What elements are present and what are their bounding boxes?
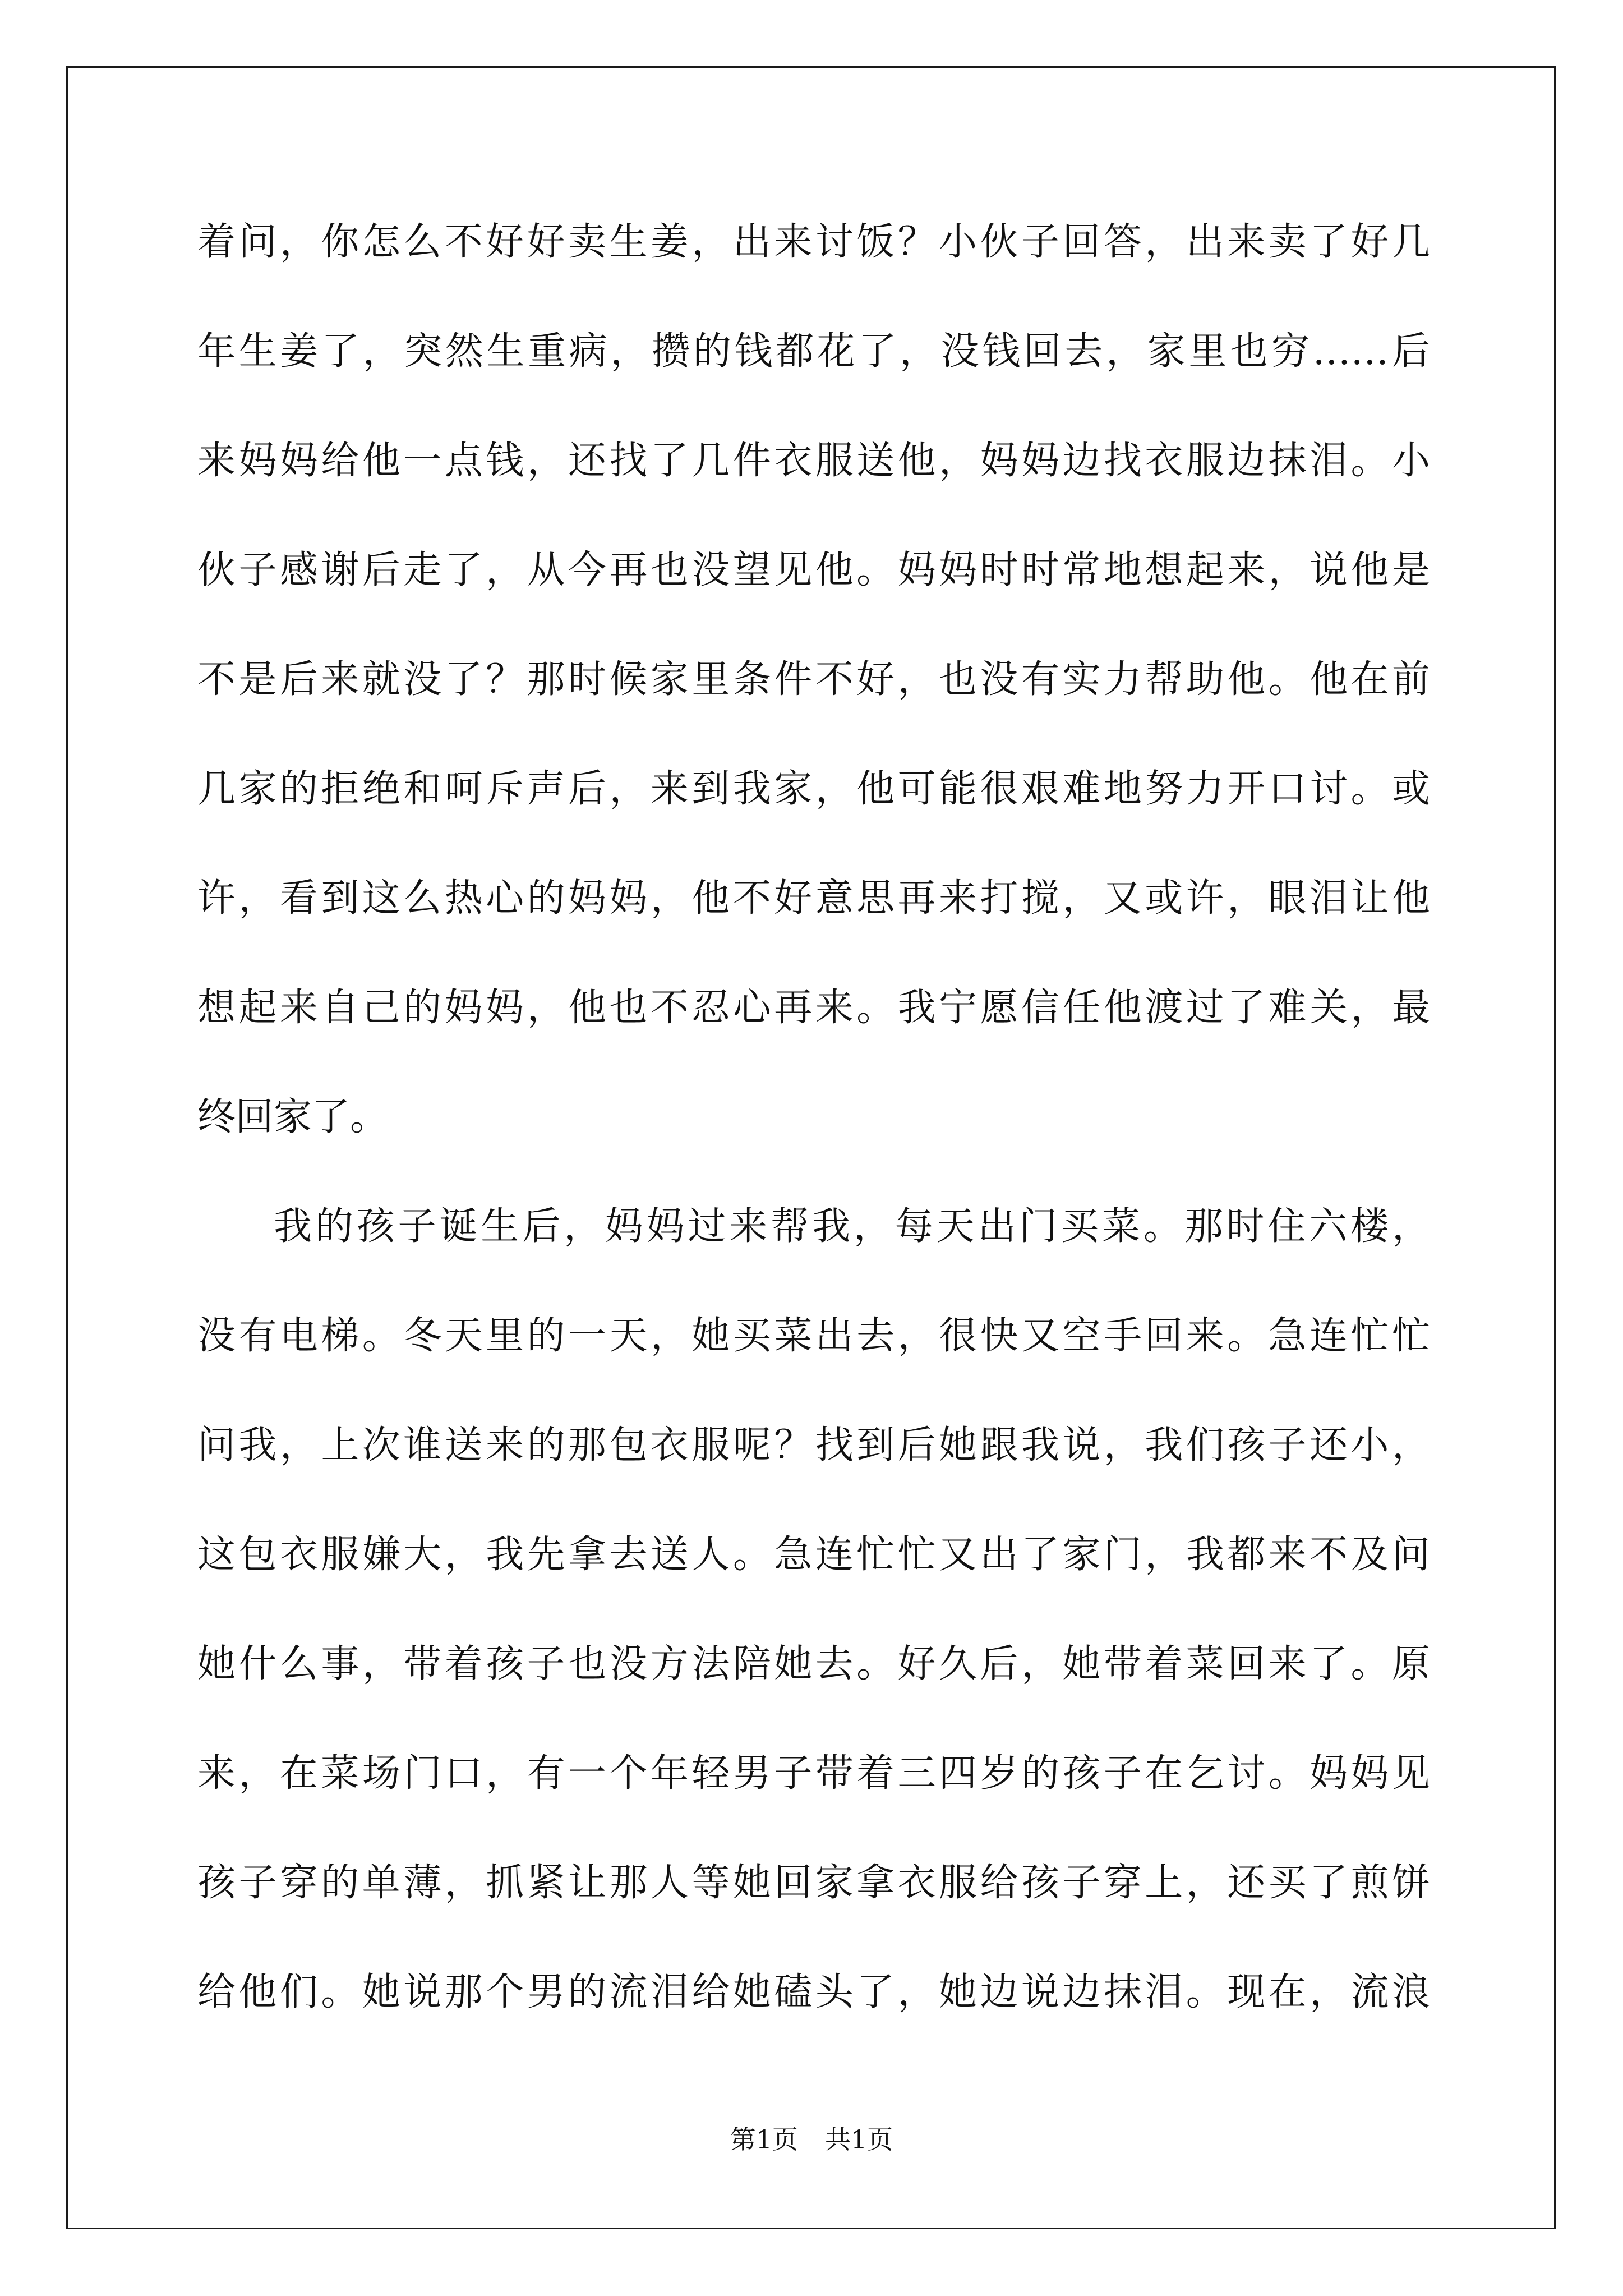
text-line: 几家的拒绝和呵斥声后，来到我家，他可能很艰难地努力开口讨。或 <box>197 767 1430 811</box>
paragraph-2 <box>197 1199 1430 2074</box>
page-total: 共1页 <box>825 2124 893 2155</box>
text-line: 终回家了。 <box>197 1095 389 1139</box>
text-line: 给他们。她说那个男的流泪给她磕头了，她边说边抹泪。现在，流浪 <box>197 1970 1430 2014</box>
text-line: 孩子穿的单薄，抓紧让那人等她回家拿衣服给孩子穿上，还买了煎饼 <box>197 1861 1430 1905</box>
text-line: 我的孩子诞生后，妈妈过来帮我，每天出门买菜。那时住六楼， <box>274 1204 1430 1249</box>
text-line: 不是后来就没了？那时候家里条件不好，也没有实力帮助他。他在前 <box>197 657 1430 702</box>
paragraph-1 <box>197 214 1430 1199</box>
page-footer <box>0 2123 1623 2156</box>
text-line: 问我，上次谁送来的那包衣服呢？找到后她跟我说，我们孩子还小， <box>197 1423 1430 1467</box>
text-line: 伙子感谢后走了，从今再也没望见他。妈妈时时常地想起来，说他是 <box>197 548 1430 592</box>
text-line: 这包衣服嫌大，我先拿去送人。急连忙忙又出了家门，我都来不及问 <box>197 1533 1430 1577</box>
text-line: 她什么事，带着孩子也没方法陪她去。好久后，她带着菜回来了。原 <box>197 1642 1430 1686</box>
page-number: 第1页 <box>730 2124 798 2155</box>
text-line: 想起来自己的妈妈，他也不忍心再来。我宁愿信任他渡过了难关，最 <box>197 986 1430 1030</box>
text-line: 来妈妈给他一点钱，还找了几件衣服送他，妈妈边找衣服边抹泪。小 <box>197 439 1430 483</box>
text-line: 来，在菜场门口，有一个年轻男子带着三四岁的孩子在乞讨。妈妈见 <box>197 1751 1430 1796</box>
text-line: 年生姜了，突然生重病，攒的钱都花了，没钱回去，家里也穷……后 <box>197 329 1430 374</box>
text-line: 没有电梯。冬天里的一天，她买菜出去，很快又空手回来。急连忙忙 <box>197 1314 1430 1358</box>
text-line: 着问，你怎么不好好卖生姜，出来讨饭？小伙子回答，出来卖了好几 <box>197 220 1430 264</box>
document-body <box>197 214 1430 2074</box>
text-line: 许，看到这么热心的妈妈，他不好意思再来打搅，又或许，眼泪让他 <box>197 876 1430 921</box>
